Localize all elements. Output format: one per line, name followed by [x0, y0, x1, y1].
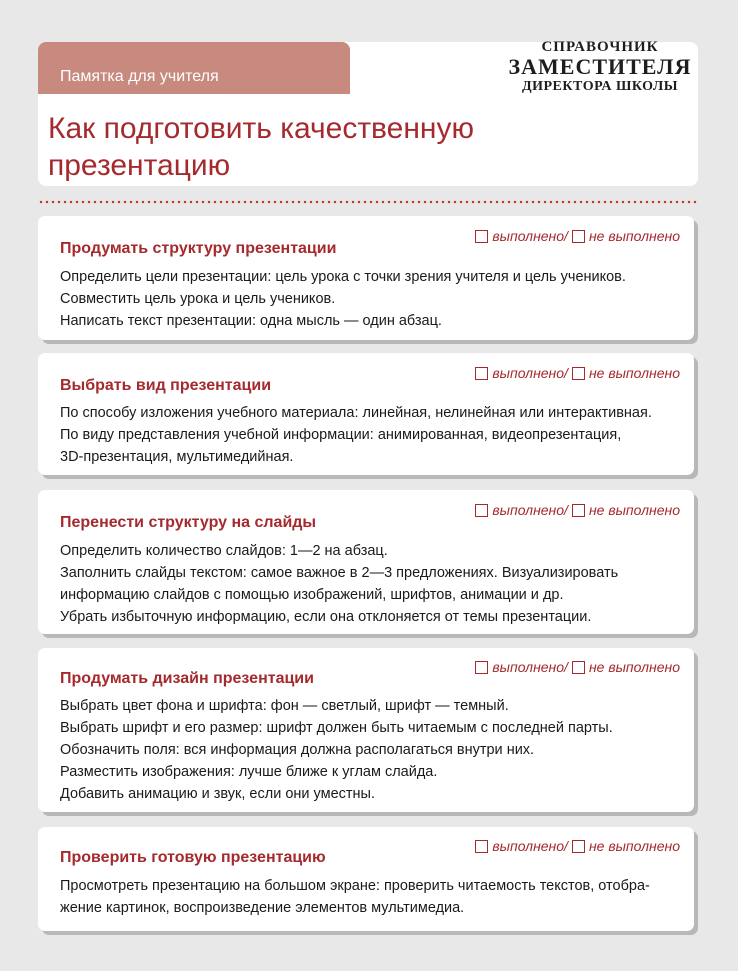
body-line: Написать текст презентации: одна мысль — один абзац. — [60, 313, 442, 329]
body-line: жение картинок, воспроизведение элементов мультимедиа. — [60, 900, 465, 916]
not-done-label: не выполнено — [588, 502, 680, 518]
section-title: Проверить готовую презентацию — [60, 849, 326, 866]
not-done-checkbox[interactable] — [572, 504, 585, 517]
status-checkboxes — [475, 228, 680, 244]
body-line: Выбрать цвет фона и шрифта: фон — светлый, шрифт — темный. — [60, 698, 509, 714]
done-checkbox[interactable] — [475, 504, 488, 517]
body-line: По способу изложения учебного материала: линейная, нелинейная или интерактивная. — [60, 405, 652, 421]
done-checkbox[interactable] — [475, 661, 488, 674]
done-label: выполнено/ — [492, 228, 568, 244]
section-title: Перенести структуру на слайды — [60, 514, 317, 531]
body-line: Разместить изображения: лучше ближе к углам слайда. — [60, 764, 438, 780]
section-body — [60, 266, 676, 332]
status-checkboxes — [475, 502, 680, 518]
logo-line-2: ЗАМЕСТИТЕЛЯ — [508, 54, 692, 79]
section-title: Продумать дизайн презентации — [60, 670, 314, 687]
body-line: Определить количество слайдов: 1—2 на абзац. — [60, 543, 388, 559]
dotted-divider — [38, 200, 698, 204]
not-done-checkbox[interactable] — [572, 230, 585, 243]
status-checkboxes — [475, 365, 680, 381]
body-line: Убрать избыточную информацию, если она отклоняется от темы презентации. — [60, 609, 592, 625]
section-card-structure — [38, 216, 694, 340]
done-label: выполнено/ — [492, 838, 568, 854]
not-done-checkbox[interactable] — [572, 840, 585, 853]
done-checkbox[interactable] — [475, 840, 488, 853]
done-label: выполнено/ — [492, 659, 568, 675]
body-line: 3D-презентация, мультимедийная. — [60, 449, 294, 465]
publisher-logo — [500, 38, 700, 96]
section-card-type — [38, 353, 694, 475]
done-checkbox[interactable] — [475, 367, 488, 380]
section-title: Выбрать вид презентации — [60, 377, 272, 394]
section-body — [60, 875, 676, 919]
not-done-label: не выполнено — [588, 659, 680, 675]
status-checkboxes — [475, 838, 680, 854]
not-done-checkbox[interactable] — [572, 661, 585, 674]
body-line: Обозначить поля: вся информация должна располагаться внутри них. — [60, 742, 535, 758]
section-title: Продумать структуру презентации — [60, 240, 337, 257]
body-line: Совместить цель урока и цель учеников. — [60, 291, 336, 307]
body-line: Заполнить слайды текстом: самое важное в 2—3 предложениях. Визуализировать — [60, 565, 619, 581]
section-card-design — [38, 648, 694, 812]
done-label: выполнено/ — [492, 502, 568, 518]
section-body — [60, 402, 676, 468]
header-tag-label: Памятка для учителя — [60, 68, 219, 85]
status-checkboxes — [475, 659, 680, 675]
page-title: Как подготовить качественную презентацию — [48, 112, 474, 182]
body-line: Просмотреть презентацию на большом экране: проверить читаемость текстов, отобра- — [60, 878, 650, 894]
logo-line-3: ДИРЕКТОРА ШКОЛЫ — [521, 79, 679, 94]
body-line: Определить цели презентации: цель урока с точки зрения учителя и цель учеников. — [60, 269, 626, 285]
section-body — [60, 540, 676, 628]
not-done-checkbox[interactable] — [572, 367, 585, 380]
header-tag — [38, 42, 350, 94]
logo-line-1: СПРАВОЧНИК — [541, 39, 659, 55]
done-label: выполнено/ — [492, 365, 568, 381]
not-done-label: не выполнено — [588, 365, 680, 381]
body-line: Добавить анимацию и звук, если они уместны. — [60, 786, 376, 802]
section-card-slides — [38, 490, 694, 634]
done-checkbox[interactable] — [475, 230, 488, 243]
body-line: информацию слайдов с помощью изображений, шрифтов, анимации и др. — [60, 587, 564, 603]
body-line: Выбрать шрифт и его размер: шрифт должен быть читаемым с последней парты. — [60, 720, 613, 736]
not-done-label: не выполнено — [588, 838, 680, 854]
body-line: По виду представления учебной информации: анимированная, видеопрезентация, — [60, 427, 622, 443]
not-done-label: не выполнено — [588, 228, 680, 244]
section-body — [60, 695, 676, 805]
section-card-check — [38, 827, 694, 931]
